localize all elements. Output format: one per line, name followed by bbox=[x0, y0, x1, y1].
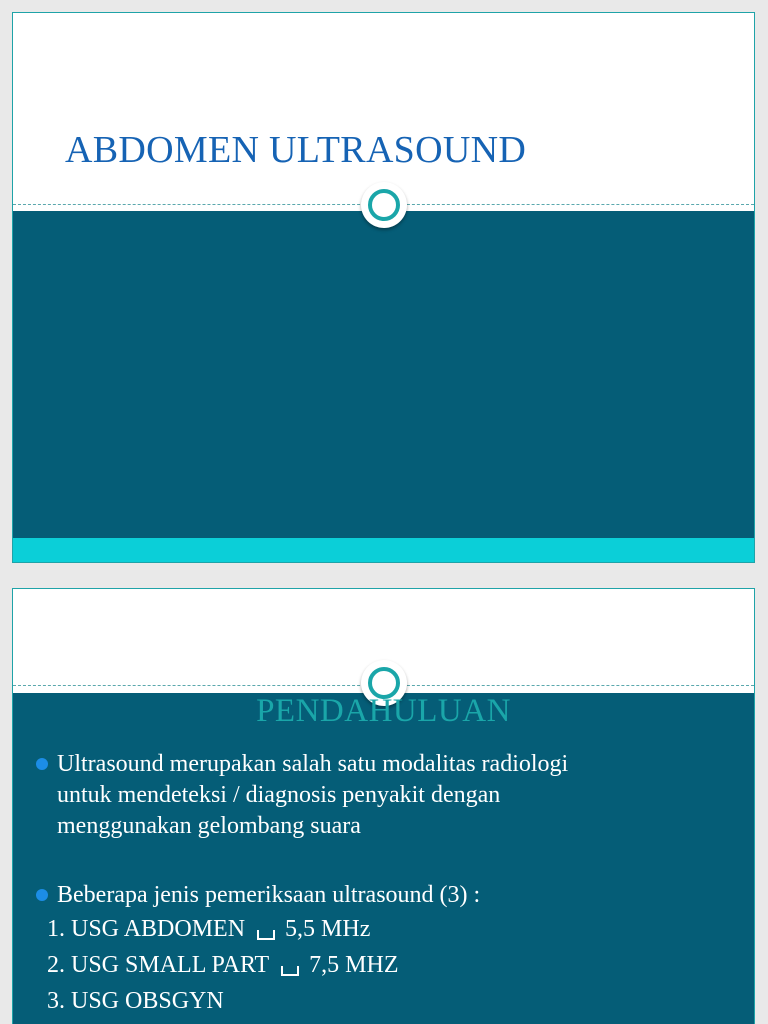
slide-1-accent-bar bbox=[13, 538, 754, 563]
list-item bbox=[33, 983, 733, 1019]
bullet-item bbox=[33, 749, 733, 842]
slide-1-title: ABDOMEN ULTRASOUND bbox=[65, 129, 527, 171]
list-item bbox=[33, 947, 733, 983]
slide-2 bbox=[12, 588, 755, 1024]
list-item-label: 1. USG ABDOMEN bbox=[47, 916, 246, 942]
bullet-line: untuk mendeteksi / diagnosis penyakit dengan bbox=[57, 782, 501, 808]
bullet-line: menggunakan gelombang suara bbox=[57, 813, 361, 839]
bullet-item bbox=[33, 880, 733, 911]
bullet-line: Beberapa jenis pemeriksaan ultrasound (3) : bbox=[57, 882, 481, 908]
slide-1-teal-panel bbox=[13, 211, 754, 538]
slide-2-title: PENDAHULUAN bbox=[256, 693, 511, 729]
slide-1 bbox=[12, 12, 755, 563]
list-item bbox=[33, 911, 733, 947]
bullet-dot-icon bbox=[36, 889, 48, 901]
circle-ring-icon bbox=[361, 182, 407, 228]
equals-sign-icon bbox=[281, 966, 299, 976]
equals-sign-icon bbox=[257, 930, 275, 940]
bullet-line: Ultrasound merupakan salah satu modalitas radiologi bbox=[57, 751, 569, 777]
list-item-label: 3. USG OBSGYN bbox=[47, 988, 224, 1014]
list-item-value: 7,5 MHZ bbox=[309, 952, 399, 978]
slide-2-content bbox=[33, 749, 733, 1019]
list-item-value: 5,5 MHz bbox=[285, 916, 371, 942]
list-item-label: 2. USG SMALL PART bbox=[47, 952, 270, 978]
bullet-dot-icon bbox=[36, 758, 48, 770]
